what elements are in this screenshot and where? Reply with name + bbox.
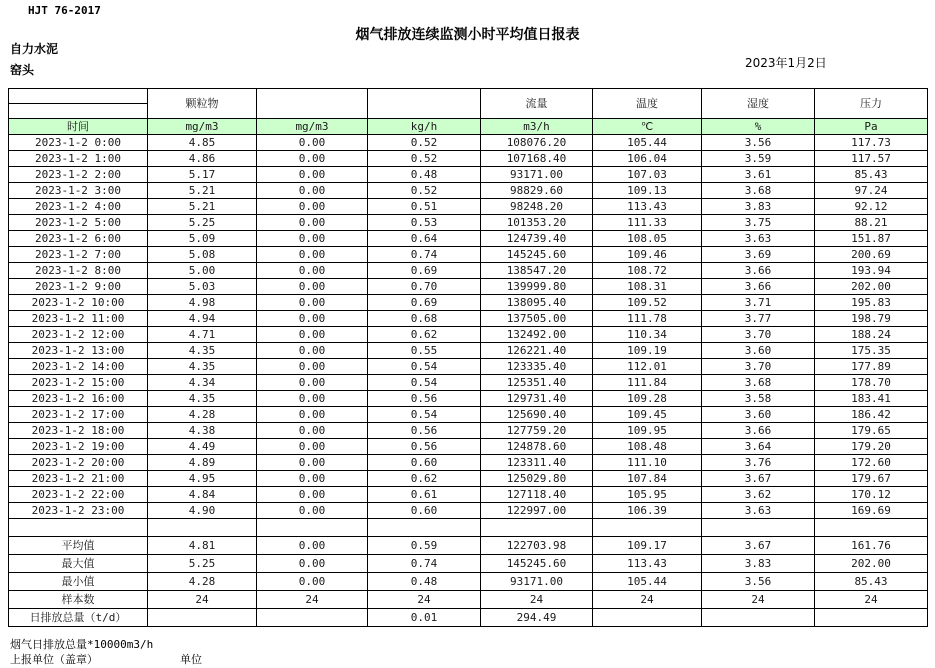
value-cell: 112.01	[593, 359, 702, 375]
value-cell: 3.67	[702, 537, 815, 555]
spacer-row	[9, 519, 928, 537]
value-cell: 0.00	[257, 231, 368, 247]
value-cell	[593, 519, 702, 537]
value-cell: 0.69	[368, 263, 481, 279]
value-cell: 0.52	[368, 135, 481, 151]
value-cell: 0.00	[257, 423, 368, 439]
row-label-cell: 2023-1-2 12:00	[9, 327, 148, 343]
table-row	[9, 375, 928, 391]
value-cell: 5.17	[148, 167, 257, 183]
value-cell: 117.57	[815, 151, 928, 167]
value-cell	[481, 519, 593, 537]
unit-mgm3-2: mg/m3	[257, 119, 368, 135]
value-cell: 0.74	[368, 247, 481, 263]
value-cell: 3.66	[702, 423, 815, 439]
value-cell: 3.70	[702, 327, 815, 343]
value-cell: 3.69	[702, 247, 815, 263]
value-cell: 98248.20	[481, 199, 593, 215]
value-cell: 151.87	[815, 231, 928, 247]
value-cell: 3.58	[702, 391, 815, 407]
table-row	[9, 423, 928, 439]
value-cell: 3.77	[702, 311, 815, 327]
table-row	[9, 167, 928, 183]
value-cell: 4.94	[148, 311, 257, 327]
value-cell: 92.12	[815, 199, 928, 215]
table-row	[9, 247, 928, 263]
value-cell: 109.45	[593, 407, 702, 423]
unit-kgh: kg/h	[368, 119, 481, 135]
value-cell: 0.52	[368, 183, 481, 199]
row-label-cell: 2023-1-2 22:00	[9, 487, 148, 503]
value-cell: 0.60	[368, 503, 481, 519]
row-label-cell: 2023-1-2 2:00	[9, 167, 148, 183]
value-cell: 186.42	[815, 407, 928, 423]
report-date: 2023年1月2日	[745, 56, 827, 70]
summary-row	[9, 555, 928, 573]
value-cell: 24	[815, 591, 928, 609]
value-cell: 107168.40	[481, 151, 593, 167]
row-label-cell: 2023-1-2 5:00	[9, 215, 148, 231]
row-label-cell: 2023-1-2 23:00	[9, 503, 148, 519]
value-cell: 0.62	[368, 471, 481, 487]
unit-percent: %	[702, 119, 815, 135]
value-cell: 177.89	[815, 359, 928, 375]
value-cell	[148, 609, 257, 627]
value-cell: 0.00	[257, 327, 368, 343]
value-cell: 24	[368, 591, 481, 609]
report-table	[8, 88, 928, 627]
table-row	[9, 295, 928, 311]
row-label-cell: 2023-1-2 10:00	[9, 295, 148, 311]
row-label-cell: 最大值	[9, 555, 148, 573]
table-row	[9, 263, 928, 279]
value-cell	[702, 519, 815, 537]
value-cell: 0.70	[368, 279, 481, 295]
footer-note: 烟气日排放总量*10000m3/h	[10, 638, 154, 651]
value-cell: 98829.60	[481, 183, 593, 199]
value-cell: 4.28	[148, 407, 257, 423]
value-cell: 0.00	[257, 407, 368, 423]
value-cell: 109.28	[593, 391, 702, 407]
value-cell: 3.68	[702, 183, 815, 199]
value-cell: 3.71	[702, 295, 815, 311]
value-cell: 0.00	[257, 375, 368, 391]
value-cell: 93171.00	[481, 573, 593, 591]
value-cell: 105.95	[593, 487, 702, 503]
value-cell: 125029.80	[481, 471, 593, 487]
table-row	[9, 359, 928, 375]
value-cell: 111.33	[593, 215, 702, 231]
value-cell: 3.83	[702, 199, 815, 215]
table-row	[9, 471, 928, 487]
row-label-cell	[9, 519, 148, 537]
value-cell: 4.35	[148, 391, 257, 407]
value-cell: 0.59	[368, 537, 481, 555]
value-cell: 127118.40	[481, 487, 593, 503]
value-cell: 0.00	[257, 151, 368, 167]
value-cell: 4.84	[148, 487, 257, 503]
value-cell: 3.56	[702, 135, 815, 151]
value-cell: 132492.00	[481, 327, 593, 343]
value-cell: 0.00	[257, 487, 368, 503]
value-cell: 139999.80	[481, 279, 593, 295]
value-cell: 0.00	[257, 263, 368, 279]
row-label-cell: 2023-1-2 1:00	[9, 151, 148, 167]
value-cell: 109.13	[593, 183, 702, 199]
value-cell: 169.69	[815, 503, 928, 519]
value-cell: 111.84	[593, 375, 702, 391]
row-label-cell: 2023-1-2 21:00	[9, 471, 148, 487]
value-cell: 109.17	[593, 537, 702, 555]
value-cell: 0.62	[368, 327, 481, 343]
value-cell: 0.00	[257, 167, 368, 183]
value-cell: 4.89	[148, 455, 257, 471]
header-pressure: 压力	[815, 89, 928, 119]
value-cell: 108076.20	[481, 135, 593, 151]
value-cell: 5.08	[148, 247, 257, 263]
row-label-cell: 样本数	[9, 591, 148, 609]
value-cell: 4.95	[148, 471, 257, 487]
value-cell: 122997.00	[481, 503, 593, 519]
value-cell: 179.20	[815, 439, 928, 455]
value-cell: 97.24	[815, 183, 928, 199]
value-cell: 0.55	[368, 343, 481, 359]
value-cell: 0.48	[368, 167, 481, 183]
value-cell: 172.60	[815, 455, 928, 471]
value-cell: 0.00	[257, 199, 368, 215]
value-cell: 108.72	[593, 263, 702, 279]
value-cell: 24	[481, 591, 593, 609]
header-empty-col4	[368, 89, 481, 119]
value-cell: 108.31	[593, 279, 702, 295]
value-cell: 161.76	[815, 537, 928, 555]
value-cell: 0.60	[368, 455, 481, 471]
value-cell: 0.00	[257, 471, 368, 487]
table-row	[9, 135, 928, 151]
value-cell: 5.21	[148, 183, 257, 199]
value-cell: 106.39	[593, 503, 702, 519]
value-cell: 108.48	[593, 439, 702, 455]
value-cell: 178.70	[815, 375, 928, 391]
value-cell: 5.00	[148, 263, 257, 279]
value-cell: 0.00	[257, 215, 368, 231]
value-cell: 0.00	[257, 343, 368, 359]
value-cell: 5.09	[148, 231, 257, 247]
value-cell: 117.73	[815, 135, 928, 151]
row-label-cell: 2023-1-2 9:00	[9, 279, 148, 295]
unit-mgm3-1: mg/m3	[148, 119, 257, 135]
value-cell: 0.00	[257, 311, 368, 327]
row-label-cell: 2023-1-2 3:00	[9, 183, 148, 199]
value-cell: 137505.00	[481, 311, 593, 327]
value-cell: 24	[702, 591, 815, 609]
value-cell: 0.00	[257, 439, 368, 455]
value-cell: 145245.60	[481, 247, 593, 263]
value-cell: 109.19	[593, 343, 702, 359]
value-cell: 3.66	[702, 279, 815, 295]
value-cell: 0.56	[368, 391, 481, 407]
table-row	[9, 391, 928, 407]
value-cell: 0.01	[368, 609, 481, 627]
value-cell: 3.63	[702, 503, 815, 519]
unit-m3h: m3/h	[481, 119, 593, 135]
value-cell: 5.21	[148, 199, 257, 215]
value-cell: 0.48	[368, 573, 481, 591]
value-cell: 0.00	[257, 183, 368, 199]
row-label-cell: 2023-1-2 7:00	[9, 247, 148, 263]
value-cell: 105.44	[593, 135, 702, 151]
value-cell: 3.66	[702, 263, 815, 279]
value-cell: 123335.40	[481, 359, 593, 375]
value-cell: 188.24	[815, 327, 928, 343]
value-cell: 3.64	[702, 439, 815, 455]
value-cell: 3.61	[702, 167, 815, 183]
row-label-cell: 2023-1-2 17:00	[9, 407, 148, 423]
table-row	[9, 407, 928, 423]
unit-celsius: ℃	[593, 119, 702, 135]
header-particulate: 颗粒物	[148, 89, 257, 119]
value-cell: 0.00	[257, 573, 368, 591]
value-cell: 0.00	[257, 555, 368, 573]
row-label-cell: 2023-1-2 6:00	[9, 231, 148, 247]
value-cell: 0.00	[257, 455, 368, 471]
value-cell: 0.53	[368, 215, 481, 231]
table-row	[9, 487, 928, 503]
value-cell: 0.51	[368, 199, 481, 215]
value-cell: 3.83	[702, 555, 815, 573]
value-cell: 129731.40	[481, 391, 593, 407]
unit-header-row	[9, 119, 928, 135]
value-cell: 0.56	[368, 423, 481, 439]
value-cell: 106.04	[593, 151, 702, 167]
value-cell: 108.05	[593, 231, 702, 247]
table-row	[9, 151, 928, 167]
table-row	[9, 439, 928, 455]
header-humidity: 湿度	[702, 89, 815, 119]
value-cell: 0.00	[257, 279, 368, 295]
value-cell: 107.84	[593, 471, 702, 487]
footer-unit-label: 单位	[180, 653, 202, 666]
value-cell: 0.00	[257, 247, 368, 263]
value-cell	[148, 519, 257, 537]
value-cell: 0.54	[368, 407, 481, 423]
value-cell: 88.21	[815, 215, 928, 231]
table-row	[9, 215, 928, 231]
value-cell: 24	[593, 591, 702, 609]
value-cell: 111.10	[593, 455, 702, 471]
value-cell: 109.46	[593, 247, 702, 263]
value-cell: 85.43	[815, 573, 928, 591]
value-cell: 3.60	[702, 407, 815, 423]
value-cell: 4.35	[148, 359, 257, 375]
value-cell: 123311.40	[481, 455, 593, 471]
value-cell: 122703.98	[481, 537, 593, 555]
summary-row	[9, 573, 928, 591]
value-cell: 109.95	[593, 423, 702, 439]
row-label-cell: 2023-1-2 19:00	[9, 439, 148, 455]
value-cell: 0.64	[368, 231, 481, 247]
value-cell: 0.68	[368, 311, 481, 327]
value-cell: 85.43	[815, 167, 928, 183]
value-cell: 0.00	[257, 359, 368, 375]
value-cell: 3.63	[702, 231, 815, 247]
row-label-cell: 平均值	[9, 537, 148, 555]
value-cell: 3.59	[702, 151, 815, 167]
value-cell: 24	[148, 591, 257, 609]
value-cell: 202.00	[815, 279, 928, 295]
value-cell: 5.25	[148, 215, 257, 231]
value-cell: 4.34	[148, 375, 257, 391]
value-cell: 5.25	[148, 555, 257, 573]
value-cell: 110.34	[593, 327, 702, 343]
value-cell: 124878.60	[481, 439, 593, 455]
row-label-cell: 2023-1-2 15:00	[9, 375, 148, 391]
footer-report-unit-label: 上报单位（盖章）	[10, 653, 98, 666]
row-label-cell: 2023-1-2 4:00	[9, 199, 148, 215]
value-cell: 4.71	[148, 327, 257, 343]
value-cell	[368, 519, 481, 537]
group-header-row	[9, 89, 928, 104]
row-label-cell: 2023-1-2 14:00	[9, 359, 148, 375]
summary-row	[9, 609, 928, 627]
standard-code: HJT 76-2017	[28, 4, 101, 17]
value-cell: 0.00	[257, 503, 368, 519]
value-cell: 109.52	[593, 295, 702, 311]
value-cell: 170.12	[815, 487, 928, 503]
value-cell: 0.00	[257, 295, 368, 311]
monitor-point-name: 窑头	[10, 63, 35, 77]
value-cell	[257, 609, 368, 627]
value-cell: 3.68	[702, 375, 815, 391]
value-cell: 113.43	[593, 199, 702, 215]
value-cell: 0.61	[368, 487, 481, 503]
row-label-cell: 2023-1-2 20:00	[9, 455, 148, 471]
company-name: 自力水泥	[10, 42, 59, 56]
value-cell: 145245.60	[481, 555, 593, 573]
value-cell: 198.79	[815, 311, 928, 327]
unit-time-label: 时间	[9, 119, 148, 135]
header-empty-bottom-cell	[9, 104, 148, 119]
row-label-cell: 2023-1-2 13:00	[9, 343, 148, 359]
row-label-cell: 日排放总量（t/d）	[9, 609, 148, 627]
table-row	[9, 327, 928, 343]
row-label-cell: 2023-1-2 11:00	[9, 311, 148, 327]
value-cell: 3.75	[702, 215, 815, 231]
value-cell: 179.67	[815, 471, 928, 487]
value-cell: 202.00	[815, 555, 928, 573]
value-cell: 125351.40	[481, 375, 593, 391]
summary-row	[9, 537, 928, 555]
value-cell: 0.00	[257, 391, 368, 407]
table-row	[9, 311, 928, 327]
table-row	[9, 279, 928, 295]
value-cell: 0.00	[257, 135, 368, 151]
header-empty-top-cell	[9, 89, 148, 104]
table-row	[9, 183, 928, 199]
value-cell: 0.00	[257, 537, 368, 555]
value-cell: 3.70	[702, 359, 815, 375]
value-cell: 4.98	[148, 295, 257, 311]
header-empty-col3	[257, 89, 368, 119]
value-cell: 127759.20	[481, 423, 593, 439]
value-cell: 179.65	[815, 423, 928, 439]
value-cell: 138547.20	[481, 263, 593, 279]
value-cell: 200.69	[815, 247, 928, 263]
value-cell: 113.43	[593, 555, 702, 573]
report-title: 烟气排放连续监测小时平均值日报表	[355, 27, 580, 43]
row-label-cell: 2023-1-2 8:00	[9, 263, 148, 279]
value-cell	[257, 519, 368, 537]
table-row	[9, 199, 928, 215]
row-label-cell: 2023-1-2 16:00	[9, 391, 148, 407]
value-cell: 107.03	[593, 167, 702, 183]
value-cell: 111.78	[593, 311, 702, 327]
value-cell: 24	[257, 591, 368, 609]
value-cell: 3.56	[702, 573, 815, 591]
table-row	[9, 231, 928, 247]
value-cell: 0.74	[368, 555, 481, 573]
value-cell: 0.56	[368, 439, 481, 455]
summary-row	[9, 591, 928, 609]
value-cell: 0.69	[368, 295, 481, 311]
value-cell: 195.83	[815, 295, 928, 311]
value-cell: 175.35	[815, 343, 928, 359]
value-cell: 138095.40	[481, 295, 593, 311]
value-cell: 3.67	[702, 471, 815, 487]
unit-pa: Pa	[815, 119, 928, 135]
header-flow: 流量	[481, 89, 593, 119]
table-row	[9, 503, 928, 519]
value-cell: 4.81	[148, 537, 257, 555]
row-label-cell: 最小值	[9, 573, 148, 591]
table-row	[9, 455, 928, 471]
value-cell: 294.49	[481, 609, 593, 627]
value-cell: 125690.40	[481, 407, 593, 423]
value-cell: 105.44	[593, 573, 702, 591]
value-cell: 4.85	[148, 135, 257, 151]
table-body	[9, 135, 928, 627]
value-cell	[815, 609, 928, 627]
value-cell: 3.60	[702, 343, 815, 359]
value-cell: 4.86	[148, 151, 257, 167]
value-cell: 3.62	[702, 487, 815, 503]
value-cell: 0.54	[368, 375, 481, 391]
value-cell	[815, 519, 928, 537]
header-temperature: 温度	[593, 89, 702, 119]
value-cell: 4.90	[148, 503, 257, 519]
value-cell: 183.41	[815, 391, 928, 407]
value-cell: 4.35	[148, 343, 257, 359]
value-cell: 124739.40	[481, 231, 593, 247]
value-cell: 126221.40	[481, 343, 593, 359]
value-cell	[702, 609, 815, 627]
value-cell: 4.38	[148, 423, 257, 439]
row-label-cell: 2023-1-2 0:00	[9, 135, 148, 151]
value-cell: 101353.20	[481, 215, 593, 231]
table-row	[9, 343, 928, 359]
value-cell: 93171.00	[481, 167, 593, 183]
value-cell: 4.28	[148, 573, 257, 591]
value-cell	[593, 609, 702, 627]
row-label-cell: 2023-1-2 18:00	[9, 423, 148, 439]
value-cell: 5.03	[148, 279, 257, 295]
value-cell: 4.49	[148, 439, 257, 455]
value-cell: 3.76	[702, 455, 815, 471]
value-cell: 193.94	[815, 263, 928, 279]
value-cell: 0.52	[368, 151, 481, 167]
value-cell: 0.54	[368, 359, 481, 375]
